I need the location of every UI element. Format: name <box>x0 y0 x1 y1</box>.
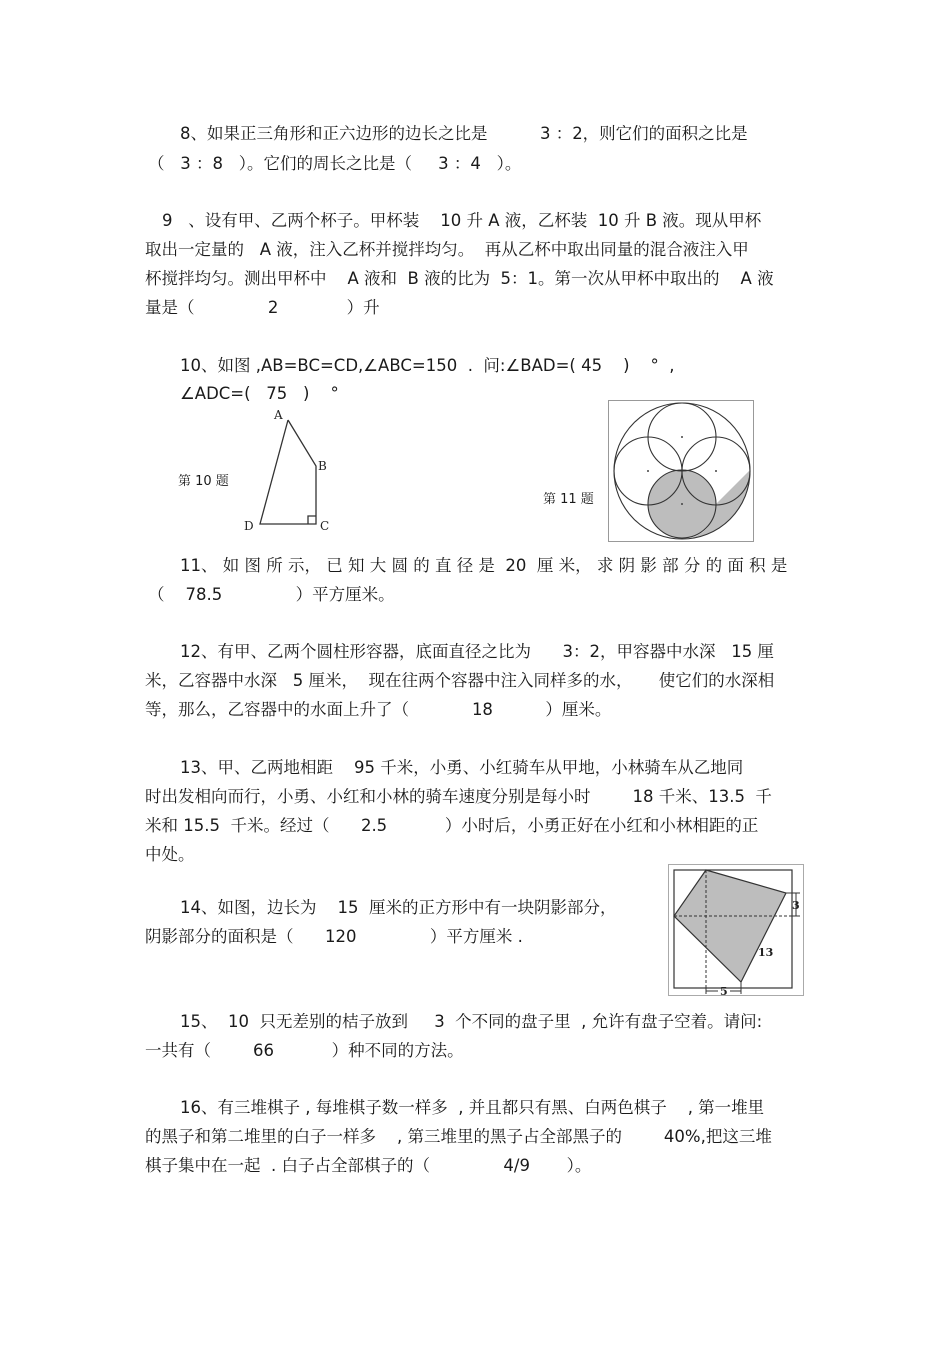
p12-line-1: 12、有甲、乙两个圆柱形容器，底面直径之比为 3：2，甲容器中水深 15 厘 <box>180 642 774 661</box>
p10-line-1: 10、如图 ,AB=BC=CD,∠ABC=150 . 问:∠BAD=( 45 ) ° , <box>180 356 675 375</box>
p11-line-2: （ 78.5 ）平方厘米。 <box>148 585 395 604</box>
p13-line-4: 中处。 <box>145 845 195 864</box>
fig14-label-5: 5 <box>720 985 728 996</box>
fig14-label-3: 3 <box>792 899 800 912</box>
p16-line-2: 的黑子和第二堆里的白子一样多 , 第三堆里的黑子占全部黑子的 40%,把这三堆 <box>145 1127 772 1146</box>
p16-line-3: 棋子集中在一起 . 白子占全部棋子的（ 4/9 ）。 <box>145 1156 592 1175</box>
p11-line-1: 11、 如 图 所 示， 已 知 大 圆 的 直 径 是 20 厘 米， 求 阴 影 部 分 的 面 积 是 <box>180 556 788 575</box>
figure-14-square <box>668 864 804 996</box>
p13-line-3: 米和 15.5 千米。经过（ 2.5 ）小时后，小勇正好在小红和小林相距的正 <box>145 816 759 835</box>
p14-line-2: 阴影部分的面积是（ 120 ）平方厘米 . <box>145 927 523 946</box>
p9-line-3: 杯搅拌均匀。测出甲杯中 A 液和 B 液的比为 5：1。第一次从甲杯中取出的 A 液 <box>145 269 774 288</box>
p10-line-2: ∠ADC=( 75 ) ° <box>180 384 339 403</box>
p9-line-1: 9 、设有甲、乙两个杯子。甲杯装 10 升 A 液，乙杯装 10 升 B 液。现从甲杯 <box>162 211 762 230</box>
p12-line-3: 等，那么，乙容器中的水面上升了（ 18 ）厘米。 <box>145 700 612 719</box>
p13-line-2: 时出发相向而行，小勇、小红和小林的骑车速度分别是每小时 18 千米、13.5 千 <box>145 787 772 806</box>
p15-line-2: 一共有（ 66 ）种不同的方法。 <box>145 1041 464 1060</box>
fig10-label-d: D <box>244 519 254 533</box>
fig10-label-c: C <box>320 519 330 533</box>
p16-line-1: 16、有三堆棋子 , 每堆棋子数一样多 , 并且都只有黑、白两色棋子 , 第一堆里 <box>180 1098 765 1117</box>
p8-line-1: 8、如果正三角形和正六边形的边长之比是 3 ：2，则它们的面积之比是 <box>180 124 748 143</box>
p12-line-2: 米，乙容器中水深 5 厘米， 现在往两个容器中注入同样多的水， 使它们的水深相 <box>145 671 775 690</box>
figure-11-circles <box>608 400 754 542</box>
p13-line-1: 13、甲、乙两地相距 95 千米，小勇、小红骑车从甲地，小林骑车从乙地同 <box>180 758 744 777</box>
p15-line-1: 15、 10 只无差别的桔子放到 3 个不同的盘子里 , 允许有盘子空着。请问: <box>180 1012 763 1031</box>
p9-line-2: 取出一定量的 A 液，注入乙杯并搅拌均匀。 再从乙杯中取出同量的混合液注入甲 <box>145 240 749 259</box>
fig10-label-a: A <box>274 408 283 422</box>
fig10-label-b: B <box>318 459 327 473</box>
figure-10-caption: 第 10 题 <box>178 474 229 489</box>
p9-line-4: 量是（ 2 ）升 <box>145 298 380 317</box>
figure-11-caption: 第 11 题 <box>543 492 594 507</box>
p14-line-1: 14、如图，边长为 15 厘米的正方形中有一块阴影部分， <box>180 898 617 917</box>
figure-10-quadrilateral <box>240 406 335 534</box>
p8-line-2: （ 3 ：8 ）。它们的周长之比是（ 3 ：4 ）。 <box>148 154 522 173</box>
fig14-label-13: 13 <box>758 946 774 959</box>
